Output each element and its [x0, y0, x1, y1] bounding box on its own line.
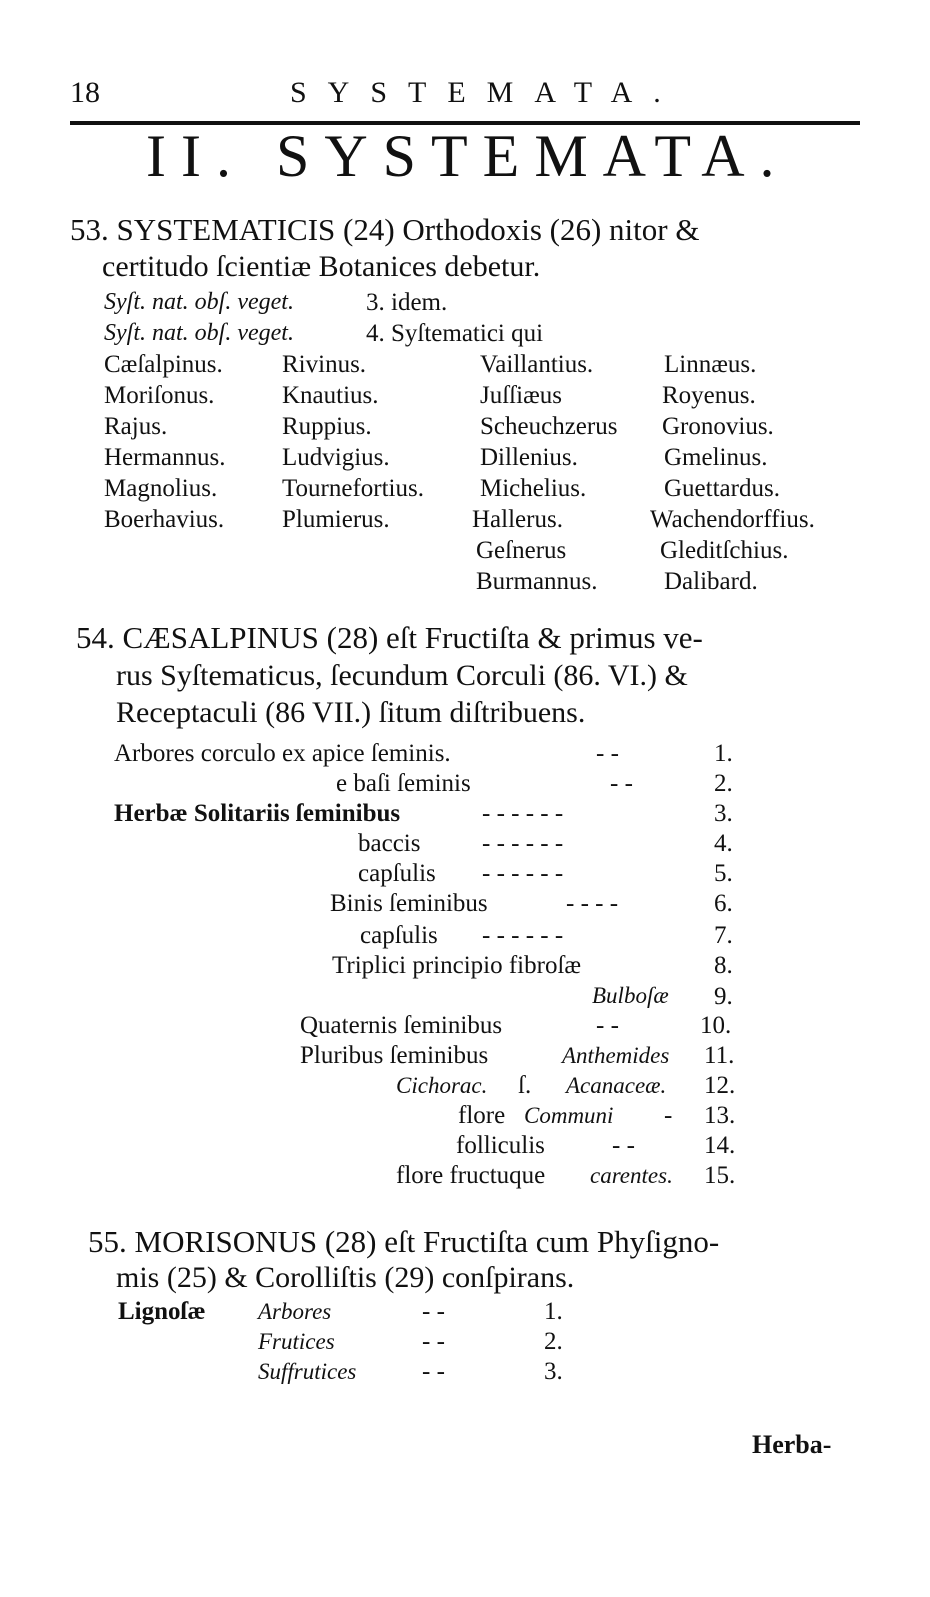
s53-col1-2: Rajus.: [104, 413, 168, 440]
s54-row-3-dash: - - - - - -: [482, 800, 564, 827]
s53-col2-4: Tournefortius.: [282, 475, 424, 502]
s53-ref1-b: 3. idem.: [366, 289, 448, 316]
s54-row-10-label: Quaternis ſeminibus: [300, 1012, 503, 1039]
s53-col4-6: Gleditſchius.: [660, 537, 789, 564]
s54-row-1-num: 1.: [714, 740, 733, 767]
s54-row-4-dash: - - - - - -: [482, 830, 564, 857]
s53-col4-0: Linnæus.: [664, 351, 757, 378]
s53-col3-7: Burmannus.: [476, 568, 598, 595]
s53-line1: 53. SYSTEMATICIS (24) Orthodoxis (26) nitor &: [70, 212, 700, 247]
s53-line2: certitudo ſcientiæ Botanices debetur.: [102, 250, 541, 283]
s54-row-3-label: Herbæ Solitariis ſeminibus: [114, 800, 401, 827]
s54-row-14-num: 14.: [704, 1132, 736, 1159]
s55-row-1-num: 1.: [544, 1298, 563, 1325]
s54-row-11-label-b: Anthemides: [562, 1043, 670, 1068]
s54-row-6-dash: - - - -: [566, 890, 619, 917]
s54-row-12-num: 12.: [704, 1072, 736, 1099]
s53-col2-2: Ruppius.: [282, 413, 372, 440]
s53-col1-0: Cæſalpinus.: [104, 351, 223, 378]
s54-row-9-num: 9.: [714, 983, 733, 1010]
s54-row-9-label: Bulboſæ: [592, 983, 669, 1008]
s54-row-5-dash: - - - - - -: [482, 860, 564, 887]
s54-row-10-dash: - -: [596, 1012, 619, 1039]
s54-row-12-label-a: Cichorac.: [396, 1073, 488, 1098]
s53-ref2-a: Syſt. nat. obſ. veget.: [104, 320, 294, 346]
s54-row-13-dash: -: [664, 1102, 673, 1129]
s55-row-1-dash: - -: [422, 1298, 445, 1325]
s53-col2-1: Knautius.: [282, 382, 379, 409]
s54-line3: Receptaculi (86 VII.) ſitum diſtribuens.: [116, 696, 586, 729]
s54-row-11-num: 11.: [704, 1042, 735, 1069]
s54-line1: 54. CÆSALPINUS (28) eſt Fructiſta & primus ve-: [76, 620, 703, 655]
s54-row-13-label-a: flore: [458, 1102, 506, 1129]
s55-row-3-dash: - -: [422, 1358, 445, 1385]
s54-row-7-dash: - - - - - -: [482, 922, 564, 949]
s55-line1: 55. MORISONUS (28) eſt Fructiſta cum Phyſigno-: [88, 1224, 720, 1259]
s53-col1-5: Boerhavius.: [104, 506, 225, 533]
s54-row-11-label-a: Pluribus ſeminibus: [300, 1042, 489, 1069]
s55-row-3-num: 3.: [544, 1358, 563, 1385]
s54-row-15-label-a: flore fructuque: [396, 1162, 546, 1189]
s53-col4-5: Wachendorffius.: [650, 506, 815, 533]
s54-row-12-label-c: Acanaceæ.: [566, 1073, 667, 1098]
s55-row-1-label: Arbores: [258, 1299, 332, 1324]
s54-row-3-num: 3.: [714, 800, 733, 827]
s54-row-4-num: 4.: [714, 830, 733, 857]
s53-col3-4: Michelius.: [480, 475, 587, 502]
s53-col3-0: Vaillantius.: [480, 351, 594, 378]
s54-row-2-dash: - -: [610, 770, 633, 797]
running-head: [70, 66, 860, 116]
s54-row-1-label: Arbores corculo ex apice ſeminis.: [114, 740, 451, 767]
page-number: 18: [70, 76, 100, 109]
s55-row-2-dash: - -: [422, 1328, 445, 1355]
s54-row-1-dash: - -: [596, 740, 619, 767]
chapter-title: II. SYSTEMATA.: [146, 123, 790, 189]
s55-label: Lignoſæ: [118, 1298, 206, 1325]
s53-col2-5: Plumierus.: [282, 506, 390, 533]
s54-row-5-num: 5.: [714, 860, 733, 887]
s54-row-7-num: 7.: [714, 922, 733, 949]
catchword: Herba-: [752, 1430, 832, 1459]
s53-col3-1: Juſſiæus: [480, 382, 562, 409]
s54-row-15-num: 15.: [704, 1162, 736, 1189]
s55-line2: mis (25) & Corolliſtis (29) conſpirans.: [116, 1261, 575, 1294]
s53-col4-4: Guettardus.: [664, 475, 780, 502]
s53-col4-1: Royenus.: [662, 382, 756, 409]
s54-row-15-label-b: carentes.: [590, 1163, 673, 1188]
s54-row-2-num: 2.: [714, 770, 733, 797]
s54-row-6-label: Binis ſeminibus: [330, 890, 488, 917]
s54-row-7-label: capſulis: [360, 922, 438, 949]
s53-col3-2: Scheuchzerus: [480, 413, 618, 440]
s55-row-3-label: Suffrutices: [258, 1359, 357, 1384]
s54-line2: rus Syſtematicus, ſecundum Corculi (86. VI.) &: [116, 659, 688, 692]
s54-row-14-label: folliculis: [456, 1132, 545, 1159]
s54-row-10-num: 10.: [700, 1012, 732, 1039]
s54-row-13-label-b: Communi: [524, 1103, 614, 1128]
s54-row-12-label-b: ſ.: [518, 1072, 532, 1099]
s53-col4-7: Dalibard.: [664, 568, 758, 595]
s53-ref1-a: Syſt. nat. obſ. veget.: [104, 289, 294, 315]
s53-col2-3: Ludvigius.: [282, 444, 390, 471]
s53-col1-4: Magnolius.: [104, 475, 218, 502]
s54-row-14-dash: - -: [612, 1132, 635, 1159]
s53-col1-1: Moriſonus.: [104, 382, 215, 409]
s55-row-2-label: Frutices: [258, 1329, 335, 1354]
s54-row-6-num: 6.: [714, 890, 733, 917]
s54-row-13-num: 13.: [704, 1102, 736, 1129]
s54-row-5-label: capſulis: [358, 860, 436, 887]
s53-ref2-b: 4. Syſtematici qui: [366, 320, 544, 347]
s55-row-2-num: 2.: [544, 1328, 563, 1355]
s53-col3-5: Hallerus.: [472, 506, 563, 533]
s54-row-2-label: e baſi ſeminis: [336, 770, 471, 797]
s53-col4-3: Gmelinus.: [664, 444, 768, 471]
s53-col1-3: Hermannus.: [104, 444, 226, 471]
running-title: SYSTEMATA.: [290, 76, 682, 109]
s53-col4-2: Gronovius.: [662, 413, 774, 440]
s53-col2-0: Rivinus.: [282, 351, 367, 378]
s54-row-4-label: baccis: [358, 830, 421, 857]
s53-col3-6: Geſnerus: [476, 537, 567, 564]
s54-row-8-num: 8.: [714, 952, 733, 979]
s54-row-8-label: Triplici principio fibroſæ: [332, 952, 582, 979]
s53-col3-3: Dillenius.: [480, 444, 578, 471]
